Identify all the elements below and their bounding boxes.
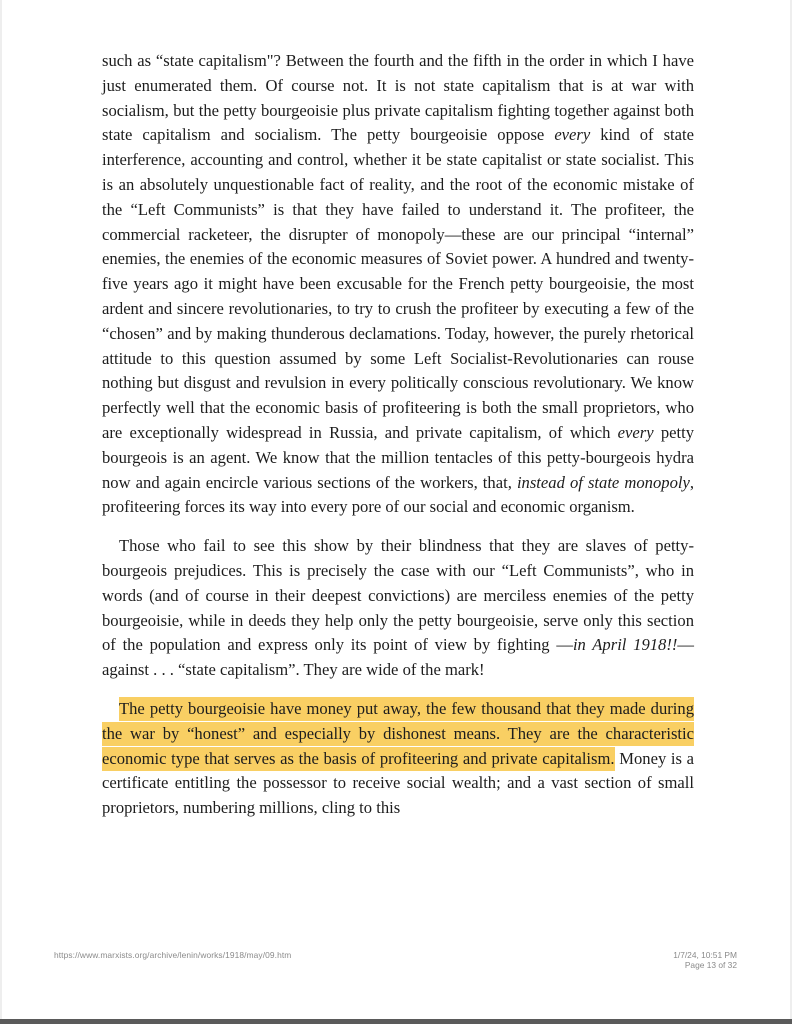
body-text: Those who fail to see this show by their blindness that they are slaves of petty-bourgeois prejudices. This is precisely the case with our “Left Communists”, who in words (and of course in their deepest convictions) are merciless enemies of the petty bourgeoisie, while in deeds they help only the petty bourgeoisie, serve only this section of the population and express only its point of view by fighting — <box>102 536 694 655</box>
window-bottom-edge <box>0 1019 792 1024</box>
footer-page-number: Page 13 of 32 <box>684 960 737 970</box>
emphasis-text: every <box>617 422 654 442</box>
body-text: , profiteering forces its way into every pore of our social and economic organism. <box>102 472 694 517</box>
body-text: such as “state capitalism"? Between the fourth and the fifth in the order in which I have just enumerated them. Of course not. It is not state capitalism that is at war with socialism, but the petty bourgeoisie plus private capitalism fighting together against both state capitalism and socialism. The petty bourgeoisie oppose <box>102 51 694 145</box>
document-body <box>102 49 694 821</box>
footer-source-url: https://www.marxists.org/archive/lenin/works/1918/may/09.htm <box>54 950 292 960</box>
emphasis-text: instead of state monopoly <box>516 472 690 492</box>
paragraph-2 <box>102 534 694 683</box>
paragraph-3-highlighted <box>102 697 694 821</box>
body-text: kind of state interference, accounting and control, whether it be state capitalist or state socialist. This is an absolutely unquestionable fact of reality, and the root of the economic mistake of the “Left Communists” is that they have failed to understand it. The profiteer, the commercial racketeer, the disrupter of monopoly—these are our principal “internal” enemies, the enemies of the economic measures of Soviet power. A hundred and twenty-five years ago it might have been excusable for the French petty bourgeoisie, the most ardent and sincere revolutionaries, to try to crush the profiteer by executing a few of the “chosen” and by making thunderous declamations. Today, however, the purely rhetorical attitude to this question assumed by some Left Socialist-Revolutionaries can rouse nothing but disgust and revulsion in every politically conscious revolutionary. We know perfectly well that the economic basis of profiteering is both the small proprietors, who are exceptionally widespread in Russia, and private capitalism, of which <box>102 125 695 442</box>
body-text: petty bourgeois is an agent. We know that the million tentacles of this petty-bourgeois hydra now and again encircle various sections of the workers, that, <box>102 422 694 492</box>
emphasis-text: in April 1918!! <box>572 635 678 655</box>
paragraph-1 <box>102 49 694 520</box>
footer-timestamp: 1/7/24, 10:51 PM <box>673 950 737 960</box>
highlighted-text: The petty bourgeoisie have money put away, the few thousand that they made during the war by “honest” and especially by dishonest means. They are the characteristic economic type that serves as the basis of profiteering and private capitalism. <box>102 697 694 771</box>
footer-meta <box>673 950 737 970</box>
body-text: —against . . . “state capitalism”. They are wide of the mark! <box>102 635 694 680</box>
body-text: Money is a certificate entitling the possessor to receive social wealth; and a vast section of small proprietors, numbering millions, cling to this <box>102 748 695 818</box>
emphasis-text: every <box>554 125 591 145</box>
